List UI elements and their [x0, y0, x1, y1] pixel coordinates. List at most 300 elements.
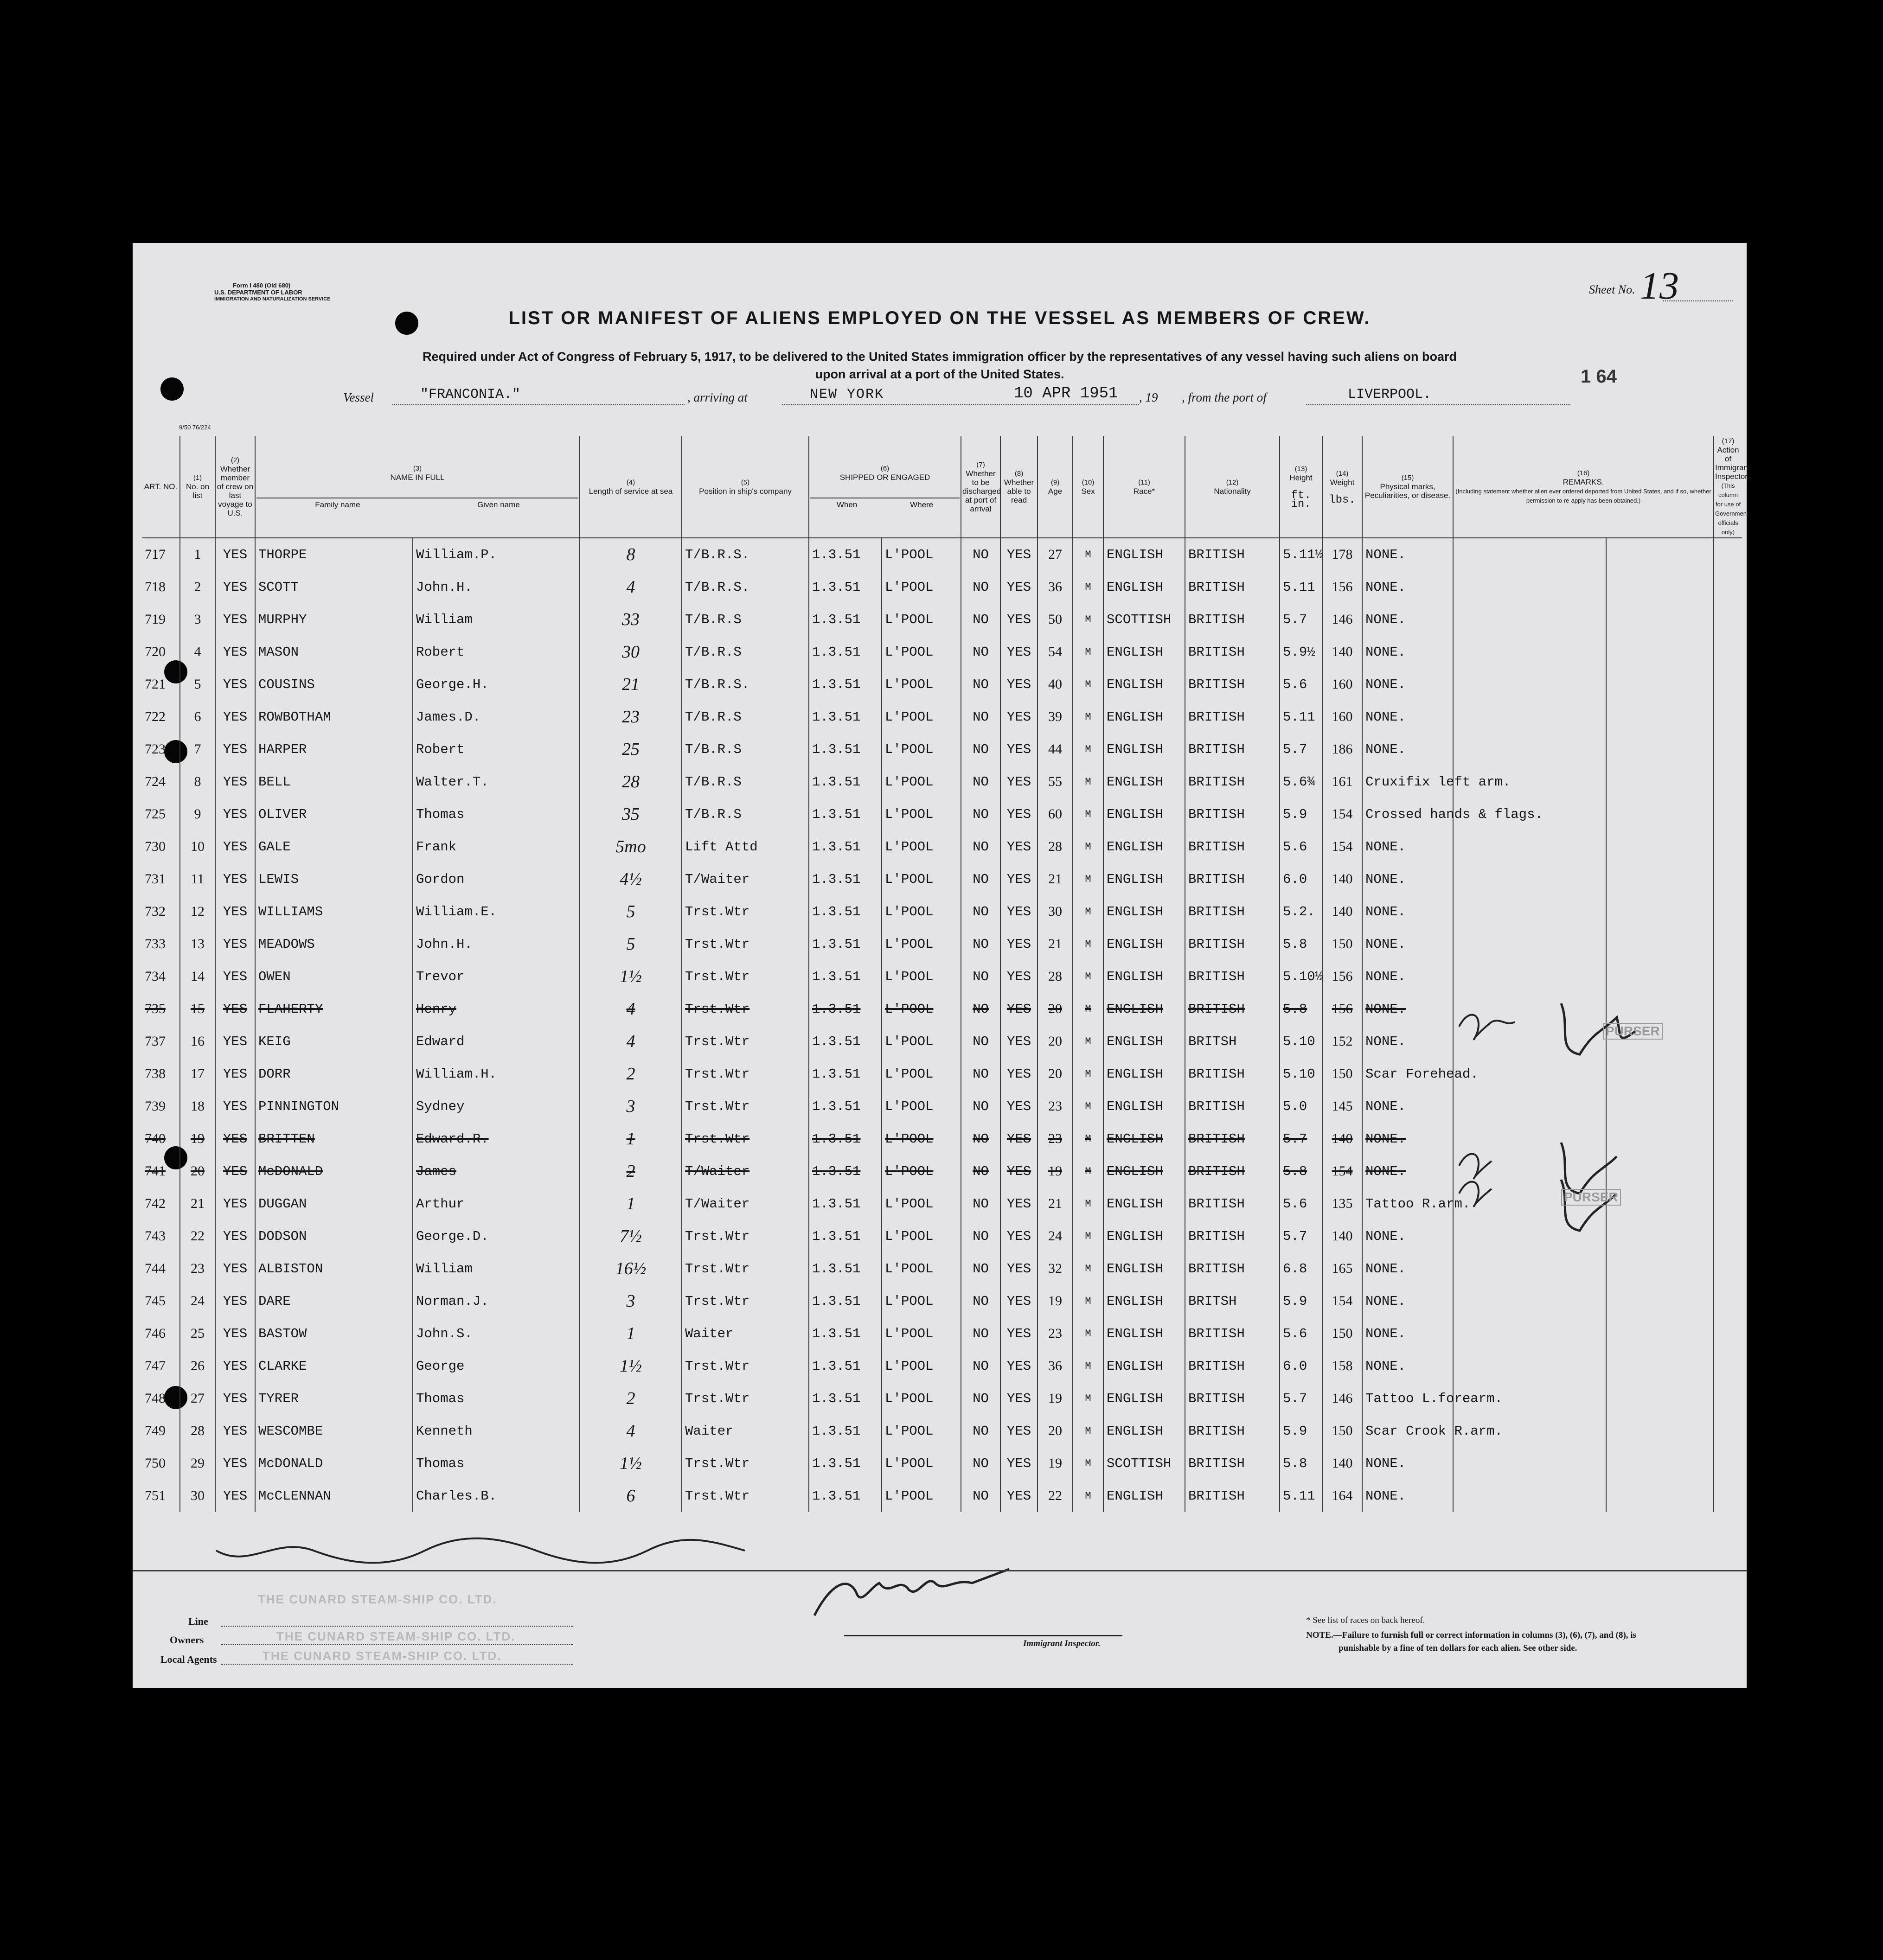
cell-where: L'POOL	[882, 1090, 961, 1123]
cell-service: 35	[580, 798, 682, 830]
cell-family: OWEN	[255, 960, 413, 993]
cell-weight: 154	[1322, 1155, 1362, 1187]
cell-race: ENGLISH	[1103, 960, 1185, 993]
cell-age: 21	[1038, 1187, 1073, 1220]
cell-height: 5.6	[1280, 830, 1322, 863]
cell-given: William.H.	[413, 1058, 580, 1090]
col-label: Sex	[1081, 486, 1095, 496]
cell-age: 20	[1038, 993, 1073, 1025]
cell-remarks-b	[1606, 895, 1714, 928]
cell-marks: NONE.	[1362, 571, 1453, 603]
col-num: (4)	[626, 478, 635, 486]
col-header-17	[1714, 436, 1750, 538]
cell-prev: YES	[215, 668, 255, 701]
table-row	[142, 863, 1742, 895]
cell-sex: M	[1073, 863, 1103, 895]
table-row	[142, 895, 1742, 928]
cell-disch: NO	[961, 1252, 1000, 1285]
cell-sex: M	[1073, 928, 1103, 960]
cell-family: ALBISTON	[255, 1252, 413, 1285]
agents-stamp: THE CUNARD STEAM-SHIP CO. LTD.	[263, 1649, 502, 1663]
cell-service: 1	[580, 1187, 682, 1220]
cell-service: 4	[580, 1415, 682, 1447]
cell-height: 5.11	[1280, 701, 1322, 733]
cell-nat: BRITISH	[1185, 668, 1280, 701]
cell-marks: NONE.	[1362, 1350, 1453, 1382]
cell-race: ENGLISH	[1103, 1317, 1185, 1350]
cell-marks: NONE.	[1362, 1123, 1453, 1155]
cell-nat: BRITISH	[1185, 798, 1280, 830]
cell-no: 18	[180, 1090, 215, 1123]
cell-no: 19	[180, 1123, 215, 1155]
col-num: (7)	[976, 460, 985, 469]
cell-marks: Tattoo R.arm.	[1362, 1187, 1453, 1220]
cell-read: YES	[1000, 928, 1038, 960]
cell-height: 5.10½	[1280, 960, 1322, 993]
col-label: Whether member of crew on last voyage to U.S.	[217, 465, 254, 517]
cell-disch: NO	[961, 1480, 1000, 1512]
cell-prev: YES	[215, 830, 255, 863]
cell-service: 4½	[580, 863, 682, 895]
cell-family: TYRER	[255, 1382, 413, 1415]
cell-where: L'POOL	[882, 1123, 961, 1155]
cell-sex: M	[1073, 603, 1103, 636]
col-num: (14)	[1336, 469, 1349, 478]
cell-nat: BRITISH	[1185, 960, 1280, 993]
cell-service: 33	[580, 603, 682, 636]
cell-remarks-b	[1606, 1252, 1714, 1285]
cell-weight: 160	[1322, 668, 1362, 701]
cell-weight: 150	[1322, 928, 1362, 960]
footer-divider	[133, 1570, 1747, 1571]
cell-given: George.D.	[413, 1220, 580, 1252]
cell-when: 1.3.51	[809, 538, 882, 571]
cell-read: YES	[1000, 1252, 1038, 1285]
cell-inspector-action	[1714, 1350, 1742, 1382]
vessel-name: "FRANCONIA."	[420, 387, 521, 402]
cell-given: Gordon	[413, 863, 580, 895]
col-label: Position in ship's company	[699, 486, 792, 496]
cell-family: MEADOWS	[255, 928, 413, 960]
cell-age: 19	[1038, 1382, 1073, 1415]
cell-when: 1.3.51	[809, 798, 882, 830]
cell-height: 5.6	[1280, 668, 1322, 701]
cell-remarks-b	[1606, 668, 1714, 701]
arrival-date-stamp: 10 APR 1951	[1014, 385, 1118, 402]
cell-marks: NONE.	[1362, 636, 1453, 668]
cell-age: 60	[1038, 798, 1073, 830]
cell-when: 1.3.51	[809, 1415, 882, 1447]
cell-service: 28	[580, 766, 682, 798]
cell-where: L'POOL	[882, 766, 961, 798]
cell-race: ENGLISH	[1103, 766, 1185, 798]
vessel-label: Vessel	[343, 390, 374, 404]
cell-no: 14	[180, 960, 215, 993]
cell-family: ROWBOTHAM	[255, 701, 413, 733]
shipped-subheaders	[810, 498, 960, 509]
table-row	[142, 830, 1742, 863]
cell-nat: BRITISH	[1185, 1382, 1280, 1415]
cell-inspector-action	[1714, 895, 1742, 928]
cell-inspector-action	[1714, 1285, 1742, 1317]
cell-given: James.D.	[413, 701, 580, 733]
cell-race: ENGLISH	[1103, 1480, 1185, 1512]
cell-art: 722	[145, 709, 166, 724]
cell-family: BRITTEN	[255, 1123, 413, 1155]
cell-family: LEWIS	[255, 863, 413, 895]
cell-position: Trst.Wtr	[682, 993, 809, 1025]
cell-inspector-action	[1714, 798, 1742, 830]
cell-where: L'POOL	[882, 960, 961, 993]
cell-race: ENGLISH	[1103, 993, 1185, 1025]
subtitle: Required under Act of Congress of February 5, 1917, to be delivered to the United States immigration officer by the representatives of any vessel having such aliens on board	[422, 350, 1457, 364]
cell-race: ENGLISH	[1103, 798, 1185, 830]
cell-art: 738	[145, 1066, 166, 1081]
cell-when: 1.3.51	[809, 636, 882, 668]
col-num: (3)	[413, 465, 422, 472]
table-row	[142, 571, 1742, 603]
cell-age: 22	[1038, 1480, 1073, 1512]
cell-no: 3	[180, 603, 215, 636]
cell-read: YES	[1000, 1155, 1038, 1187]
cell-read: YES	[1000, 538, 1038, 571]
arrival-port: NEW YORK	[810, 387, 884, 402]
cell-race: SCOTTISH	[1103, 1447, 1185, 1480]
cell-age: 21	[1038, 863, 1073, 895]
cell-sex: M	[1073, 1382, 1103, 1415]
manifest-sheet	[133, 243, 1750, 1688]
cell-sex: M	[1073, 1447, 1103, 1480]
cell-given: William.E.	[413, 895, 580, 928]
cell-read: YES	[1000, 668, 1038, 701]
col-header-3	[255, 436, 580, 538]
cell-when: 1.3.51	[809, 960, 882, 993]
cell-age: 20	[1038, 1058, 1073, 1090]
cell-race: ENGLISH	[1103, 1090, 1185, 1123]
cell-given: Norman.J.	[413, 1285, 580, 1317]
subtitle-cont: upon arrival at a port of the United States.	[815, 367, 1064, 381]
cell-read: YES	[1000, 636, 1038, 668]
cell-position: Trst.Wtr	[682, 1220, 809, 1252]
cell-where: L'POOL	[882, 1382, 961, 1415]
cell-prev: YES	[215, 1480, 255, 1512]
cell-age: 19	[1038, 1155, 1073, 1187]
cell-no: 4	[180, 636, 215, 668]
cell-marks: NONE.	[1362, 895, 1453, 928]
col-label: Physical marks, Peculiarities, or disease.	[1364, 482, 1451, 500]
agents-label: Local Agents	[160, 1654, 217, 1665]
cell-remarks-a	[1453, 668, 1606, 701]
cell-position: Waiter	[682, 1415, 809, 1447]
cell-disch: NO	[961, 993, 1000, 1025]
cell-age: 54	[1038, 636, 1073, 668]
col-num: (13)	[1294, 465, 1307, 473]
cell-no: 2	[180, 571, 215, 603]
cell-marks: NONE.	[1362, 830, 1453, 863]
col-num: (9)	[1050, 478, 1060, 486]
cell-disch: NO	[961, 603, 1000, 636]
cell-disch: NO	[961, 538, 1000, 571]
cell-inspector-action	[1714, 571, 1742, 603]
col-header-14	[1322, 436, 1362, 538]
form-number: Form I 480 (Old 680)	[233, 282, 291, 289]
cell-prev: YES	[215, 571, 255, 603]
cell-inspector-action	[1714, 1090, 1742, 1123]
cell-read: YES	[1000, 733, 1038, 766]
cell-service: 1½	[580, 1350, 682, 1382]
corner-mark: 1 64	[1581, 366, 1617, 387]
cell-read: YES	[1000, 798, 1038, 830]
cell-weight: 140	[1322, 1220, 1362, 1252]
cell-sex: M	[1073, 895, 1103, 928]
cell-remarks-b	[1606, 863, 1714, 895]
cell-height: 5.10	[1280, 1025, 1322, 1058]
cell-art: 723	[145, 741, 166, 757]
cell-prev: YES	[215, 1382, 255, 1415]
cell-service: 1½	[580, 960, 682, 993]
cell-sex: M	[1073, 993, 1103, 1025]
cell-service: 25	[580, 733, 682, 766]
cell-weight: 140	[1322, 636, 1362, 668]
cell-disch: NO	[961, 636, 1000, 668]
cell-when: 1.3.51	[809, 701, 882, 733]
cell-given: John.H.	[413, 928, 580, 960]
cell-family: McDONALD	[255, 1155, 413, 1187]
weight-unit: lbs.	[1329, 493, 1356, 506]
col-label: SHIPPED OR ENGAGED	[839, 473, 930, 482]
name-subheaders	[256, 498, 578, 509]
cell-art: 739	[145, 1098, 166, 1114]
col-note: (This column for use of Government officials only)	[1715, 482, 1748, 536]
col-header-5	[682, 436, 809, 538]
cell-prev: YES	[215, 895, 255, 928]
cell-where: L'POOL	[882, 701, 961, 733]
cell-where: L'POOL	[882, 928, 961, 960]
cell-read: YES	[1000, 1285, 1038, 1317]
col-num: (8)	[1014, 469, 1024, 478]
cell-disch: NO	[961, 960, 1000, 993]
cell-family: DODSON	[255, 1220, 413, 1252]
cell-height: 5.10	[1280, 1058, 1322, 1090]
cell-no: 17	[180, 1058, 215, 1090]
cell-sex: M	[1073, 538, 1103, 571]
cell-inspector-action	[1714, 993, 1742, 1025]
cell-where: L'POOL	[882, 1285, 961, 1317]
cell-race: ENGLISH	[1103, 636, 1185, 668]
cell-disch: NO	[961, 1415, 1000, 1447]
cell-nat: BRITISH	[1185, 830, 1280, 863]
cell-given: Frank	[413, 830, 580, 863]
cell-read: YES	[1000, 1350, 1038, 1382]
cell-height: 5.0	[1280, 1090, 1322, 1123]
cell-sex: M	[1073, 1220, 1103, 1252]
table-row	[142, 1382, 1742, 1415]
cell-race: ENGLISH	[1103, 1415, 1185, 1447]
cell-when: 1.3.51	[809, 668, 882, 701]
cell-prev: YES	[215, 1187, 255, 1220]
cell-height: 5.7	[1280, 603, 1322, 636]
cell-art: 746	[145, 1326, 166, 1341]
cell-sex: M	[1073, 766, 1103, 798]
cell-art: 731	[145, 871, 166, 887]
col-num: (2)	[231, 456, 240, 464]
cell-read: YES	[1000, 1480, 1038, 1512]
cell-read: YES	[1000, 766, 1038, 798]
cell-sex: M	[1073, 960, 1103, 993]
cell-where: L'POOL	[882, 1252, 961, 1285]
cell-race: ENGLISH	[1103, 830, 1185, 863]
cell-age: 24	[1038, 1220, 1073, 1252]
owners-stamp: THE CUNARD STEAM-SHIP CO. LTD.	[276, 1629, 516, 1643]
cell-nat: BRITISH	[1185, 1415, 1280, 1447]
purser-stamp: PURSER	[1561, 1189, 1621, 1206]
cell-family: DUGGAN	[255, 1187, 413, 1220]
cell-nat: BRITISH	[1185, 1252, 1280, 1285]
cell-family: GALE	[255, 830, 413, 863]
cell-read: YES	[1000, 960, 1038, 993]
cell-when: 1.3.51	[809, 895, 882, 928]
cell-given: William.P.	[413, 538, 580, 571]
cell-read: YES	[1000, 1090, 1038, 1123]
cell-weight: 150	[1322, 1415, 1362, 1447]
cell-remarks-a	[1453, 701, 1606, 733]
cell-where: L'POOL	[882, 733, 961, 766]
cell-position: T/Waiter	[682, 1155, 809, 1187]
cell-weight: 146	[1322, 603, 1362, 636]
cell-when: 1.3.51	[809, 733, 882, 766]
cell-where: L'POOL	[882, 1480, 961, 1512]
cell-family: BASTOW	[255, 1317, 413, 1350]
cell-art: 735	[145, 1001, 166, 1016]
cell-height: 5.8	[1280, 1155, 1322, 1187]
table-row	[142, 1252, 1742, 1285]
cell-where: L'POOL	[882, 1025, 961, 1058]
col-header-art-label: ART. NO.	[144, 482, 178, 491]
cell-family: WESCOMBE	[255, 1415, 413, 1447]
cell-where: L'POOL	[882, 1447, 961, 1480]
cell-marks: Tattoo L.forearm.	[1362, 1382, 1453, 1415]
cell-no: 7	[180, 733, 215, 766]
cell-height: 5.2.	[1280, 895, 1322, 928]
cell-where: L'POOL	[882, 1187, 961, 1220]
line-field	[221, 1626, 573, 1627]
end-of-list-scribble	[211, 1532, 1046, 1634]
cell-where: L'POOL	[882, 895, 961, 928]
cell-art: 742	[145, 1196, 166, 1211]
cell-nat: BRITSH	[1185, 1025, 1280, 1058]
cell-when: 1.3.51	[809, 603, 882, 636]
cell-race: ENGLISH	[1103, 668, 1185, 701]
cell-weight: 161	[1322, 766, 1362, 798]
cell-height: 5.7	[1280, 1382, 1322, 1415]
cell-where: L'POOL	[882, 1220, 961, 1252]
cell-disch: NO	[961, 1285, 1000, 1317]
cell-position: Trst.Wtr	[682, 1090, 809, 1123]
cell-given: Walter.T.	[413, 766, 580, 798]
cell-prev: YES	[215, 538, 255, 571]
cell-given: Sydney	[413, 1090, 580, 1123]
col-header-10	[1073, 436, 1103, 538]
cell-given: Kenneth	[413, 1415, 580, 1447]
table-header-row	[142, 436, 1742, 538]
cell-service: 2	[580, 1058, 682, 1090]
cell-race: ENGLISH	[1103, 1252, 1185, 1285]
cell-disch: NO	[961, 863, 1000, 895]
cell-marks: NONE.	[1362, 1025, 1453, 1058]
table-row	[142, 701, 1742, 733]
cell-remarks-b	[1606, 1415, 1714, 1447]
cell-race: ENGLISH	[1103, 863, 1185, 895]
cell-family: MURPHY	[255, 603, 413, 636]
table-row	[142, 1285, 1742, 1317]
cell-art: 740	[145, 1131, 166, 1146]
cell-remarks-a	[1453, 895, 1606, 928]
cell-nat: BRITISH	[1185, 1187, 1280, 1220]
col-header-7	[961, 436, 1000, 538]
cell-prev: YES	[215, 1447, 255, 1480]
cell-remarks-a	[1453, 538, 1606, 571]
cell-disch: NO	[961, 701, 1000, 733]
cell-nat: BRITISH	[1185, 701, 1280, 733]
cell-age: 20	[1038, 1415, 1073, 1447]
cell-marks: NONE.	[1362, 1090, 1453, 1123]
cell-service: 1½	[580, 1447, 682, 1480]
cell-remarks-a	[1453, 636, 1606, 668]
cell-service: 7½	[580, 1220, 682, 1252]
cell-service: 5	[580, 928, 682, 960]
cell-no: 28	[180, 1415, 215, 1447]
cell-family: McCLENNAN	[255, 1480, 413, 1512]
cell-weight: 150	[1322, 1317, 1362, 1350]
table-row	[142, 1415, 1742, 1447]
cell-where: L'POOL	[882, 1058, 961, 1090]
cell-where: L'POOL	[882, 863, 961, 895]
col-label: Race*	[1133, 486, 1155, 496]
cell-position: T/B.R.S	[682, 701, 809, 733]
cell-age: 23	[1038, 1090, 1073, 1123]
col-label: Action of Immigrant Inspector.	[1715, 446, 1750, 481]
cell-weight: 140	[1322, 1123, 1362, 1155]
cell-race: ENGLISH	[1103, 895, 1185, 928]
cell-weight: 154	[1322, 798, 1362, 830]
cell-position: Trst.Wtr	[682, 1058, 809, 1090]
table-row	[142, 1480, 1742, 1512]
cell-remarks-a	[1453, 603, 1606, 636]
cell-age: 23	[1038, 1123, 1073, 1155]
cell-remarks-a	[1453, 863, 1606, 895]
col-label: Whether to be discharged at port of arrival	[962, 469, 1001, 513]
cell-height: 5.9	[1280, 1415, 1322, 1447]
cell-read: YES	[1000, 1058, 1038, 1090]
cell-nat: BRITISH	[1185, 733, 1280, 766]
cell-nat: BRITISH	[1185, 1317, 1280, 1350]
cell-prev: YES	[215, 928, 255, 960]
cell-race: ENGLISH	[1103, 928, 1185, 960]
cell-art: 751	[145, 1488, 166, 1503]
cell-inspector-action	[1714, 636, 1742, 668]
cell-weight: 178	[1322, 538, 1362, 571]
cell-remarks-b	[1606, 830, 1714, 863]
cell-prev: YES	[215, 1058, 255, 1090]
cell-service: 1	[580, 1123, 682, 1155]
crew-table	[142, 436, 1750, 1512]
cell-when: 1.3.51	[809, 1220, 882, 1252]
cell-art: 744	[145, 1261, 166, 1276]
cell-disch: NO	[961, 1317, 1000, 1350]
cell-art: 734	[145, 969, 166, 984]
cell-service: 30	[580, 636, 682, 668]
cell-inspector-action	[1714, 1025, 1742, 1058]
